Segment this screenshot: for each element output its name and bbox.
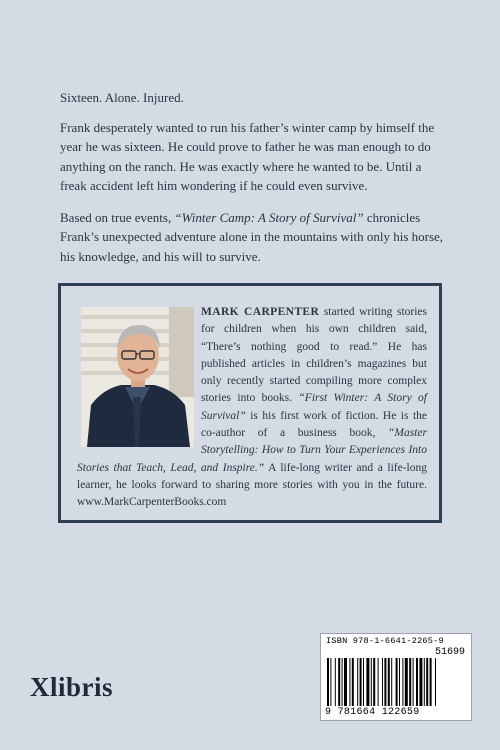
barcode-bar bbox=[396, 658, 398, 706]
barcode-bar bbox=[349, 658, 350, 706]
barcode-bar bbox=[342, 658, 343, 706]
publisher-logo: Xlibris bbox=[30, 672, 114, 702]
barcode-bar bbox=[330, 658, 331, 706]
barcode-bar bbox=[409, 658, 411, 706]
barcode-bar bbox=[388, 658, 390, 706]
barcode-bars bbox=[327, 658, 465, 706]
barcode-bar bbox=[419, 658, 422, 706]
barcode-bar bbox=[338, 658, 340, 706]
barcode-bar bbox=[430, 658, 432, 706]
barcode-bar bbox=[327, 658, 329, 706]
barcode-bar bbox=[405, 658, 408, 706]
barcode-bar bbox=[384, 658, 386, 706]
back-cover-blurb bbox=[60, 88, 445, 278]
price-code: 51699 bbox=[434, 647, 465, 658]
isbn-label: ISBN 978-1-6641-2265-9 bbox=[326, 636, 444, 646]
author-bio-box bbox=[58, 283, 442, 523]
barcode-digits: 9 781664 122659 bbox=[325, 707, 420, 718]
book-title-italic: “Winter Camp: A Story of Survival” bbox=[174, 209, 364, 225]
barcode-bar bbox=[382, 658, 383, 706]
barcode-bar bbox=[399, 658, 400, 706]
barcode-bar bbox=[413, 658, 414, 706]
barcode-bar bbox=[352, 658, 354, 706]
blurb-paragraph-2: Based on true events, “Winter Camp: A Story of Survival” chronicles Frank’s unexpected adventure alone in the mountains with only his horse, his knowledge, and his will to survive. bbox=[60, 209, 444, 264]
blurb-paragraph-1: Frank desperately wanted to run his father’s winter camp by himself the year he was sixteen. He could prove to father he was man enough to do anything on the ranch. He was exactly where he wanted to be. Until a freak accident left him wondering if he could even survive. bbox=[60, 119, 435, 193]
business-book-title: “Master Storytelling: How to Turn Your Experiences Into Stories that Teach, Lead, and Inspire.” bbox=[77, 427, 427, 474]
barcode-bar bbox=[378, 658, 379, 706]
barcode-bar bbox=[435, 658, 436, 706]
barcode-bar bbox=[335, 658, 336, 706]
book-title-italic: “First Winter: A Story of Survival” bbox=[201, 392, 427, 422]
author-name: MARK CARPENTER bbox=[201, 306, 320, 318]
barcode-bar bbox=[416, 658, 418, 706]
barcode-bar bbox=[371, 658, 372, 706]
barcode-bar bbox=[360, 658, 362, 706]
barcode-bar bbox=[344, 658, 347, 706]
barcode-bar bbox=[402, 658, 403, 706]
barcode-bar bbox=[366, 658, 369, 706]
author-bio: MARK CARPENTER started writing stories for children when his own children said, “There’s nothing good to read.” He has published articles in children’s magazines but only recently started compiling more complex stories into books. “First Winter: A Story of Survival” is his first work of fiction. He is the co-author of a business book, “Master Storytelling: How to Turn Your Experiences Into Stories that Teach, Lead, and Inspire.” A life-long writer and a life-long learner, he looks forward to sharing more stories with you in the future. www.MarkCarpenterBooks.com bbox=[77, 306, 427, 509]
barcode-bar bbox=[363, 658, 364, 706]
barcode-bar bbox=[426, 658, 428, 706]
barcode-bar bbox=[357, 658, 358, 706]
barcode-bar bbox=[424, 658, 425, 706]
barcode-bar bbox=[373, 658, 375, 706]
isbn-barcode bbox=[320, 633, 472, 721]
barcode-bar bbox=[391, 658, 392, 706]
tagline: Sixteen. Alone. Injured. bbox=[60, 90, 184, 105]
